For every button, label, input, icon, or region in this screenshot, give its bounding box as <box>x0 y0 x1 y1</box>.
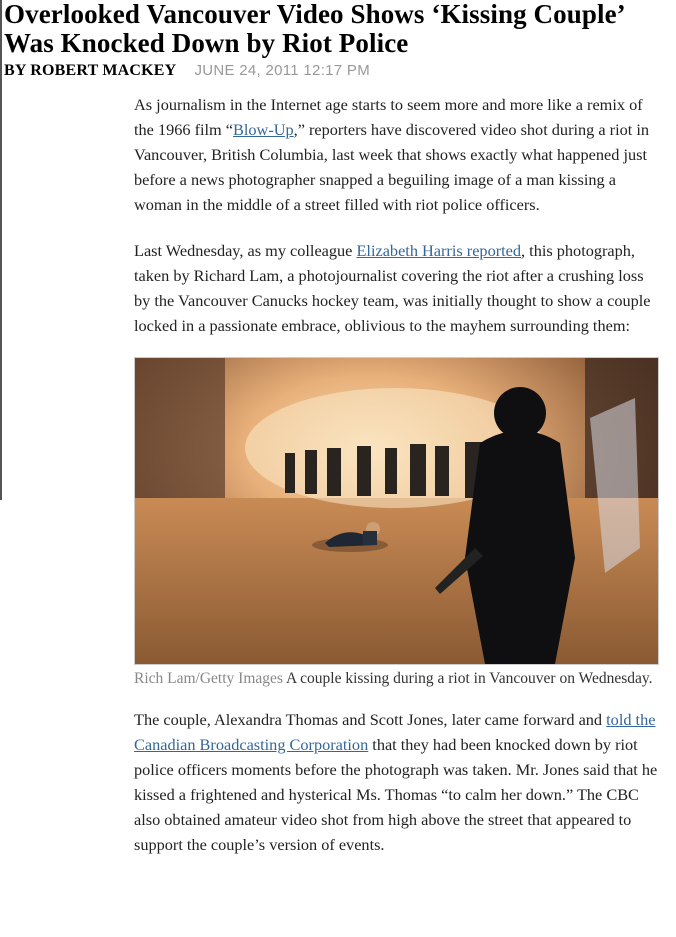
photo-caption-text: A couple kissing during a riot in Vancouver on Wednesday. <box>282 670 653 687</box>
paragraph-1 <box>134 92 662 217</box>
page-left-rule <box>0 0 2 500</box>
article-body <box>134 92 662 857</box>
cbc-link[interactable]: told the Canadian Broadcasting Corporation <box>134 710 656 754</box>
paragraph-3-text-a: The couple, Alexandra Thomas and Scott Jones, later came forward and <box>134 710 607 729</box>
blow-up-link[interactable]: Blow-Up <box>233 120 294 139</box>
author-byline: BY ROBERT MACKEY <box>4 62 177 79</box>
byline-row <box>4 62 370 82</box>
paragraph-2-text-b: , this photograph, taken by Richard Lam, a photojournalist covering the riot after a crushing loss by the Vancouver Canucks hockey team, was initially thought to show a couple locked in a passionate embrace, oblivious to the mayhem surrounding them: <box>134 241 651 335</box>
paragraph-2-text-a: Last Wednesday, as my colleague <box>134 241 357 260</box>
photo-caption <box>134 669 662 688</box>
photo-credit: Rich Lam/Getty Images <box>134 670 283 687</box>
paragraph-1-text-a: As journalism in the Internet age starts to seem more and more like a remix of the 1966 film “ <box>134 95 643 139</box>
publish-timestamp: JUNE 24, 2011 12:17 PM <box>194 62 371 79</box>
article-headline: Overlooked Vancouver Video Shows ‘Kissing Couple’ Was Knocked Down by Riot Police <box>4 0 624 58</box>
paragraph-2 <box>134 238 662 338</box>
elizabeth-harris-link[interactable]: Elizabeth Harris reported <box>356 241 522 260</box>
riot-photo <box>134 357 659 665</box>
paragraph-3-text-b: that they had been knocked down by riot police officers moments before the photograph was taken. Mr. Jones said that he kissed a frightened and hysterical Ms. Thomas “to calm her down.” The CBC also obtained amateur video shot from high above the street that appeared to support the couple’s version of events. <box>134 735 658 854</box>
paragraph-3 <box>134 707 662 857</box>
paragraph-1-text-b: ,” reporters have discovered video shot during a riot in Vancouver, British Columbia, last week that shows exactly what happened just before a news photographer snapped a beguiling image of a man kissing a woman in the middle of a street filled with riot police officers. <box>134 120 650 214</box>
